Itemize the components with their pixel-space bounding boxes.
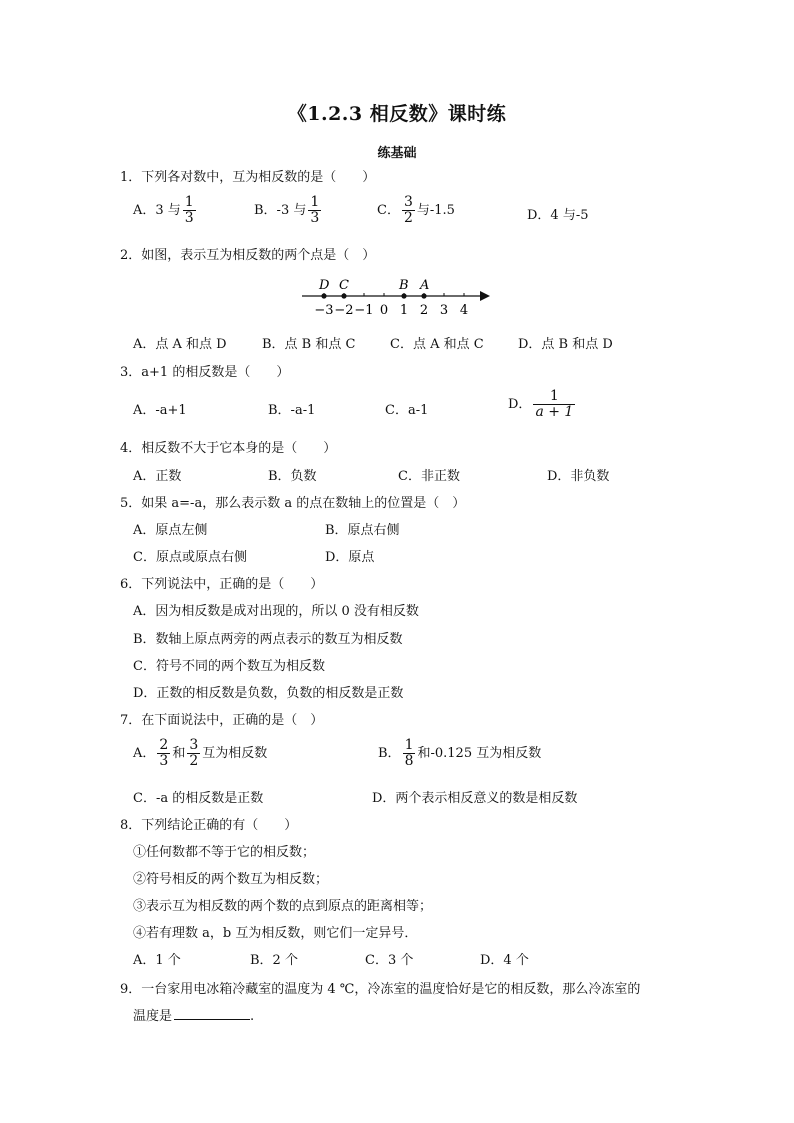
q5-option-d: D．原点 (325, 550, 375, 565)
q8-statement-3: ③表示互为相反数的两个数的点到原点的距离相等； (133, 899, 433, 914)
q6-option-c: C．符号不同的两个数互为相反数 (133, 659, 325, 674)
q3-option-d: D． $\frac{1}{a + 1}$ (508, 388, 574, 420)
tick-label: 4 (459, 303, 469, 318)
tick-label: −1 (354, 303, 374, 318)
q8-statement-4: ④若有理数 a，b 互为相反数，则它们一定异号． (133, 926, 418, 941)
q8-statement-2: ②符号相反的两个数互为相反数； (133, 872, 329, 887)
q4-option-c: C．非正数 (398, 469, 460, 484)
q2-option-d: D．点 B 和点 D (518, 337, 613, 352)
q1-option-a: A．3 与 $\frac{1}{3}$ (133, 194, 194, 226)
q5-stem: 5．如果 a=-a，那么表示数 a 的点在数轴上的位置是（ ） (120, 496, 466, 511)
q2-option-b: B．点 B 和点 C (262, 337, 356, 352)
q6-option-b: B．数轴上原点两旁的两点表示的数互为相反数 (133, 632, 403, 647)
q4-stem: 4．相反数不大于它本身的是（ ） (120, 441, 337, 456)
q6-option-a: A．因为相反数是成对出现的，所以 0 没有相反数 (133, 604, 419, 619)
q7-option-c: C．-a 的相反数是正数 (133, 791, 264, 806)
tick-label: −2 (334, 303, 354, 318)
q5-option-c: C．原点或原点右侧 (133, 550, 247, 565)
q8-option-a: A．1 个 (133, 953, 181, 968)
q1-option-c: C． $\frac{3}{2}$ 与-1.5 (377, 194, 455, 226)
q7-stem: 7．在下面说法中，正确的是（ ） (120, 713, 324, 728)
q7-option-d: D．两个表示相反意义的数是相反数 (372, 791, 578, 806)
tick-label: −3 (314, 303, 334, 318)
q2-stem: 2．如图，表示互为相反数的两个点是（ ） (120, 248, 376, 263)
point-b (401, 293, 406, 298)
q6-option-d: D．正数的相反数是负数，负数的相反数是正数 (133, 686, 404, 701)
q3-option-a: A．-a+1 (133, 403, 187, 418)
q8-option-c: C．3 个 (365, 953, 414, 968)
q4-option-b: B．负数 (268, 469, 317, 484)
q5-option-b: B．原点右侧 (325, 523, 400, 538)
q9-answer-blank[interactable] (174, 1007, 250, 1020)
q8-statement-1: ①任何数都不等于它的相反数； (133, 845, 316, 860)
tick-label: 3 (439, 303, 449, 318)
page-title: 《1.2.3 相反数》课时练 (287, 103, 507, 125)
q3-stem: 3．a+1 的相反数是（ ） (120, 365, 290, 380)
q9-line-1: 9．一台家用电冰箱冷藏室的温度为 4 ℃，冷冻室的温度恰好是它的相反数，那么冷冻室的 (120, 982, 641, 997)
q8-stem: 8．下列结论正确的有（ ） (120, 818, 298, 833)
point-d (321, 293, 326, 298)
q5-option-a: A．原点左侧 (133, 523, 208, 538)
q6-stem: 6．下列说法中，正确的是（ ） (120, 577, 324, 592)
tick-label: 2 (419, 303, 429, 318)
q1-stem: 1．下列各对数中，互为相反数的是（ ） (120, 170, 376, 185)
point-a (421, 293, 426, 298)
tick-label: 1 (399, 303, 409, 318)
q3-option-c: C．a-1 (385, 403, 429, 418)
point-label-c: C (339, 278, 349, 293)
q4-option-d: D．非负数 (547, 469, 610, 484)
tick-label: 0 (379, 303, 389, 318)
point-label-a: A (420, 278, 430, 293)
point-label-d: D (319, 278, 330, 293)
q2-option-c: C．点 A 和点 C (390, 337, 484, 352)
q8-option-b: B．2 个 (250, 953, 298, 968)
q7-option-b: B． $\frac{1}{8}$ 和-0.125 互为相反数 (378, 737, 542, 769)
point-c (341, 293, 346, 298)
section-heading: 练基础 (377, 146, 417, 161)
number-line-figure (300, 274, 494, 320)
q7-option-a: A． $\frac{2}{3}$ 和 $\frac{3}{2}$ 互为相反数 (133, 737, 268, 769)
q4-option-a: A．正数 (133, 469, 182, 484)
point-label-b: B (399, 278, 409, 293)
q1-option-d: D．4 与-5 (527, 208, 589, 223)
q8-option-d: D．4 个 (480, 953, 529, 968)
q3-option-b: B．-a-1 (268, 403, 316, 418)
q2-option-a: A．点 A 和点 D (133, 337, 227, 352)
q1-option-b: B．-3 与 $\frac{1}{3}$ (254, 194, 320, 226)
number-line-arrow (480, 291, 490, 301)
q9-line-2: 温度是 . (133, 1009, 255, 1024)
